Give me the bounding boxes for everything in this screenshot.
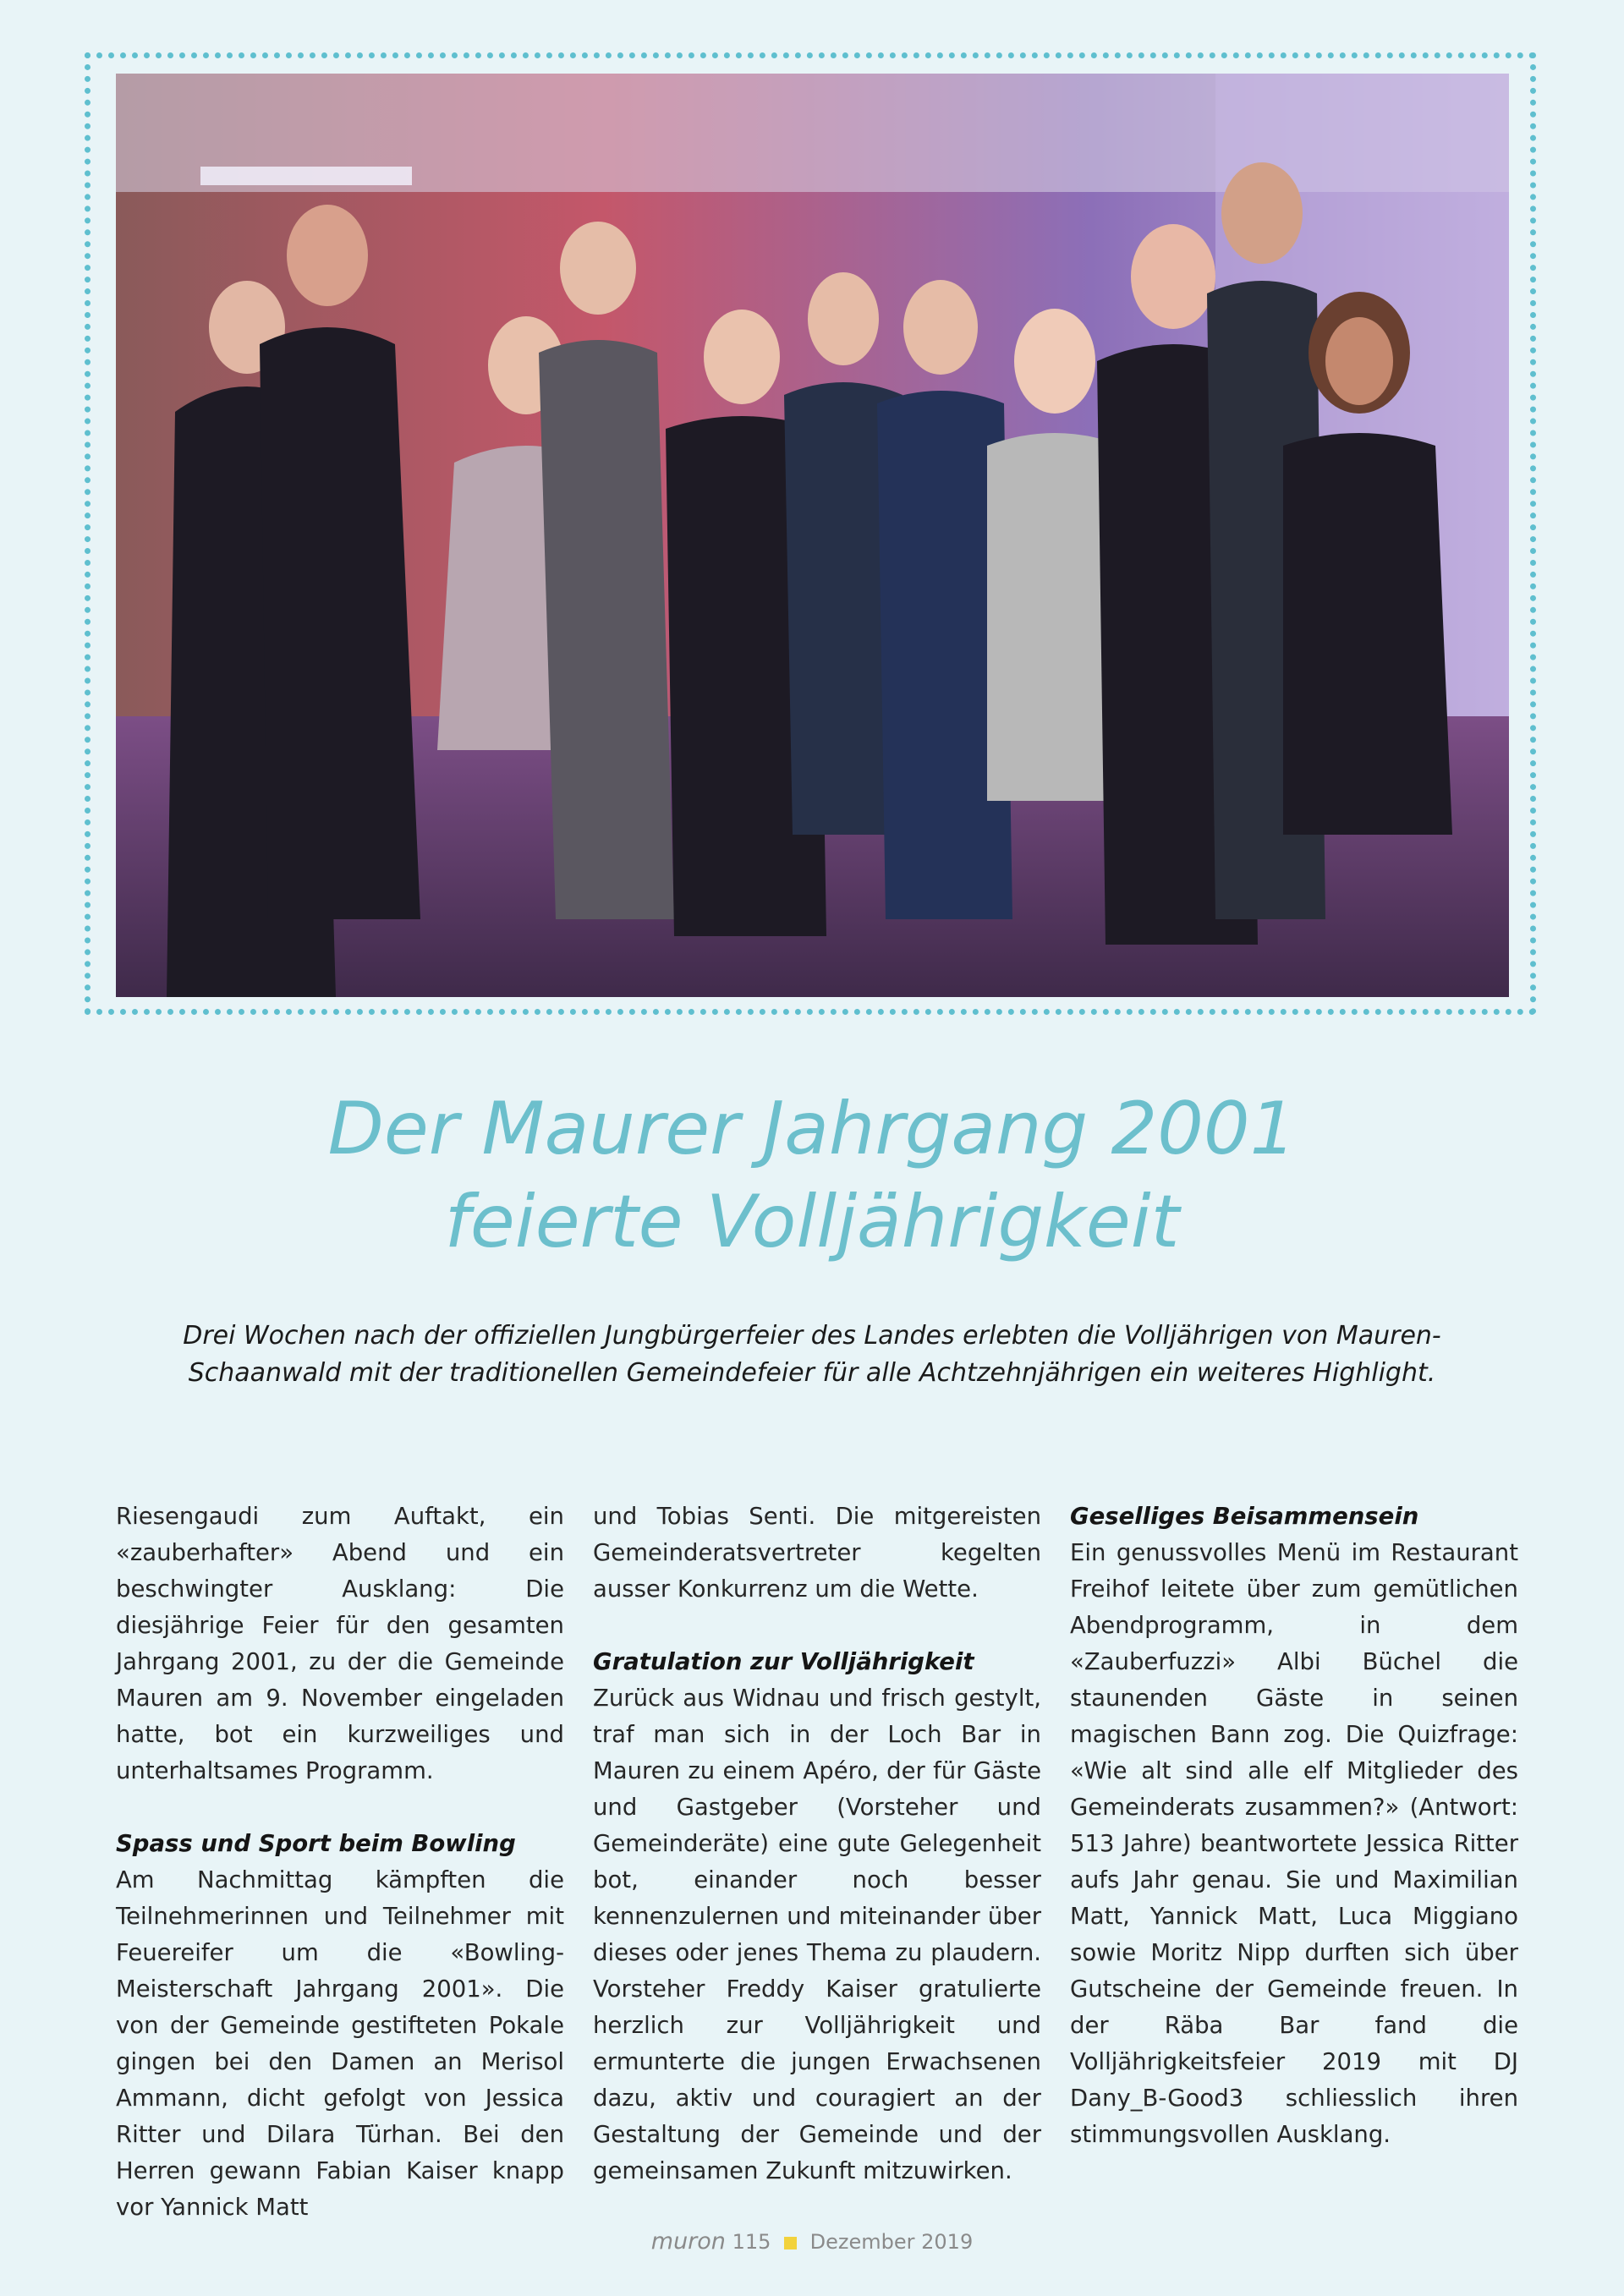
article-lead: Drei Wochen nach der offiziellen Jungbürgerfeier des Landes erlebten die Volljährigen von Mauren-Schaanwald mit der traditionellen Gemeindefeier für alle Achtzehnjährigen ein weiteres Highlight. [183, 1321, 1441, 1388]
paragraph: und Tobias Senti. Die mitgereisten Gemeinderatsvertreter kegelten ausser Konkurrenz um die Wette. [593, 1503, 1041, 1603]
group-photo-icon [116, 74, 1509, 997]
headline-line-1: Der Maurer Jahrgang 2001 [327, 1087, 1297, 1171]
text-column-1 [116, 1499, 564, 2226]
footer-square-icon [784, 2237, 797, 2249]
issue-date: Dezember 2019 [809, 2230, 974, 2254]
page-footer [0, 2228, 1624, 2255]
group-photo [116, 74, 1509, 997]
paragraph: Am Nachmittag kämpften die Teilnehmerinnen und Teilnehmer mit Feuereifer um die «Bowling-Meisterschaft Jahrgang 2001». Die von der Gemeinde gestifteten Pokale gingen bei den Damen an Merisol Ammann, dicht gefolgt von Jessica Ritter und Dilara Türhan. Bei den Herren gewann Fabian Kaiser knapp vor Yannick Matt [116, 1866, 564, 2221]
magazine-name: muron [650, 2228, 726, 2255]
text-column-3 [1070, 1499, 1518, 2153]
paragraph: Zurück aus Widnau und frisch gestylt, traf man sich in der Loch Bar in Mauren zu einem Apéro, der für Gäste und Gastgeber (Vorsteher und Gemeinderäte) eine gute Gelegenheit bot, einander noch besser kennenzulernen und miteinander über dieses oder jenes Thema zu plaudern. Vorsteher Freddy Kaiser gratulierte herzlich zur Volljährigkeit und ermunterte die jungen Erwachsenen dazu, aktiv und couragiert an der Gestaltung der Gemeinde und der gemeinsamen Zukunft mitzuwirken. [593, 1685, 1041, 2184]
subheading: Spass und Sport beim Bowling [116, 1830, 516, 1857]
article-headline [0, 1082, 1624, 1269]
subheading: Geselliges Beisammensein [1070, 1503, 1419, 1530]
text-column-2 [593, 1499, 1041, 2189]
issue-number: 115 [732, 2230, 771, 2254]
paragraph: Ein genussvolles Menü im Restaurant Freihof leitete über zum gemütlichen Abendprogramm, in dem «Zauberfuzzi» Albi Büchel die staunenden Gäste in seinen magischen Bann zog. Die Quizfrage: «Wie alt sind alle elf Mitglieder des Gemeinderats zusammen?» (Antwort: 513 Jahre) beantwortete Jessica Ritter aufs Jahr genau. Sie und Maximilian Matt, Yannick Matt, Luca Miggiano sowie Moritz Nipp durften sich über Gutscheine der Gemeinde freuen. In der Räba Bar fand die Volljährigkeitsfeier 2019 mit DJ Dany_B-Good3 schliesslich ihren stimmungsvollen Ausklang. [1070, 1539, 1518, 2148]
paragraph: Riesengaudi zum Auftakt, ein «zauberhafter» Abend und ein beschwingter Ausklang: Die diesjährige Feier für den gesamten Jahrgang 2001, zu der die Gemeinde Mauren am 9. November eingeladen hatte, bot ein kurzweiliges und unterhaltsames Programm. [116, 1503, 564, 1784]
subheading: Gratulation zur Volljährigkeit [593, 1648, 974, 1675]
headline-line-2: feierte Volljährigkeit [444, 1180, 1180, 1264]
